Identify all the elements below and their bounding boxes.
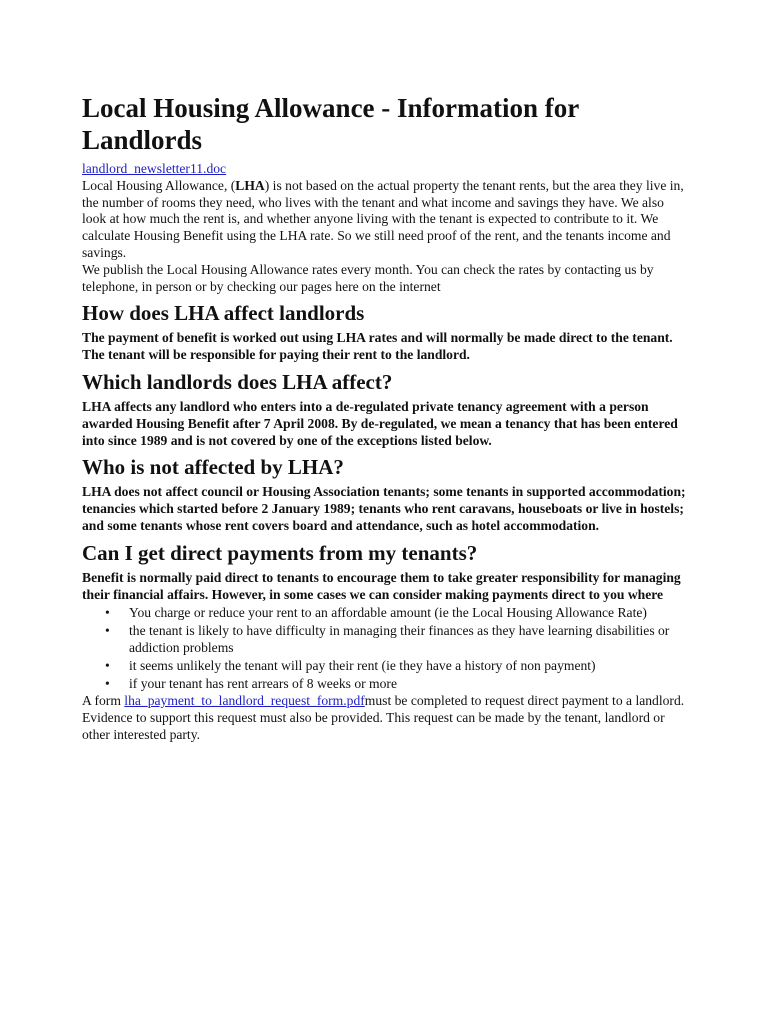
form-text-end: must be completed to request direct payment to a landlord. Evidence to support this request must also be provided. This request can be made by the tenant, landlord or other interested party. [82,693,685,742]
form-paragraph [82,693,690,743]
bullet-icon: • [105,605,110,621]
rates-paragraph: We publish the Local Housing Allowance rates every month. You can check the rates by contacting us by telephone, in person or by checking our pages here on the internet [82,261,654,294]
form-text-start: A form [82,693,125,709]
heading-direct-payments: Can I get direct payments from my tenants? [82,540,478,565]
intro-text-start: Local Housing Allowance, ( [82,177,236,193]
paragraph-which-landlords: LHA affects any landlord who enters into a de-regulated private tenancy agreement with a person awarded Housing Benefit after 7 April 2008. By de-regulated, we mean a tenancy that has been entered into since 1989 and is not covered by one of the exceptions listed below. [82,398,678,448]
newsletter-link-line [82,161,690,178]
request-form-link[interactable]: lha_payment_to_landlord_request_form.pdf [124,693,365,709]
bullet-icon: • [105,623,110,639]
paragraph-direct-payments: Benefit is normally paid direct to tenants to encourage them to take greater responsibility for managing their financial affairs. However, in some cases we can consider making payments direct to you where [82,569,681,602]
list-item-text: You charge or reduce your rent to an affordable amount (ie the Local Housing Allowance Rate) [129,605,647,621]
list-item [105,675,690,693]
paragraph-not-affected: LHA does not affect council or Housing Association tenants; some tenants in supported accommodation; tenancies which started before 2 January 1989; tenants who rent caravans, houseboats or live in hostels; and some tenants whose rent covers board and attendance, such as hotel accommodation. [82,484,686,533]
list-item-text: if your tenant has rent arrears of 8 weeks or more [129,675,397,691]
page-title: Local Housing Allowance - Information for Landlords [82,93,579,155]
lha-abbreviation: LHA [235,177,265,193]
heading-not-affected: Who is not affected by LHA? [82,455,344,480]
list-item [105,657,690,675]
intro-paragraph [82,178,690,262]
list-item [105,623,690,657]
list-item [105,605,690,622]
paragraph-how-lha-affects: The payment of benefit is worked out using LHA rates and will normally be made direct to the tenant. The tenant will be responsible for paying their rent to the landlord. [82,330,673,363]
bullet-icon: • [105,675,110,691]
intro-text-end: ) is not based on the actual property the tenant rents, but the area they live in, the number of rooms they need, who lives with the tenant and what income and savings they have. We also look at how much the rent is, and whether anyone living with the tenant is expected to contribute to it. We calculate Housing Benefit using the LHA rate. So we still need proof of the rent, and the tenants income and savings. [82,177,684,260]
heading-which-landlords: Which landlords does LHA affect? [82,369,393,394]
list-item-text: the tenant is likely to have difficulty in managing their finances as they have learning disabilities or addiction problems [129,623,670,655]
list-item-text: it seems unlikely the tenant will pay their rent (ie they have a history of non payment) [129,657,596,673]
document-page [82,92,690,744]
direct-payment-conditions-list [82,605,690,692]
newsletter-link[interactable]: landlord_newsletter11.doc [82,161,227,176]
heading-how-lha-affects: How does LHA affect landlords [82,301,365,326]
bullet-icon: • [105,657,110,673]
